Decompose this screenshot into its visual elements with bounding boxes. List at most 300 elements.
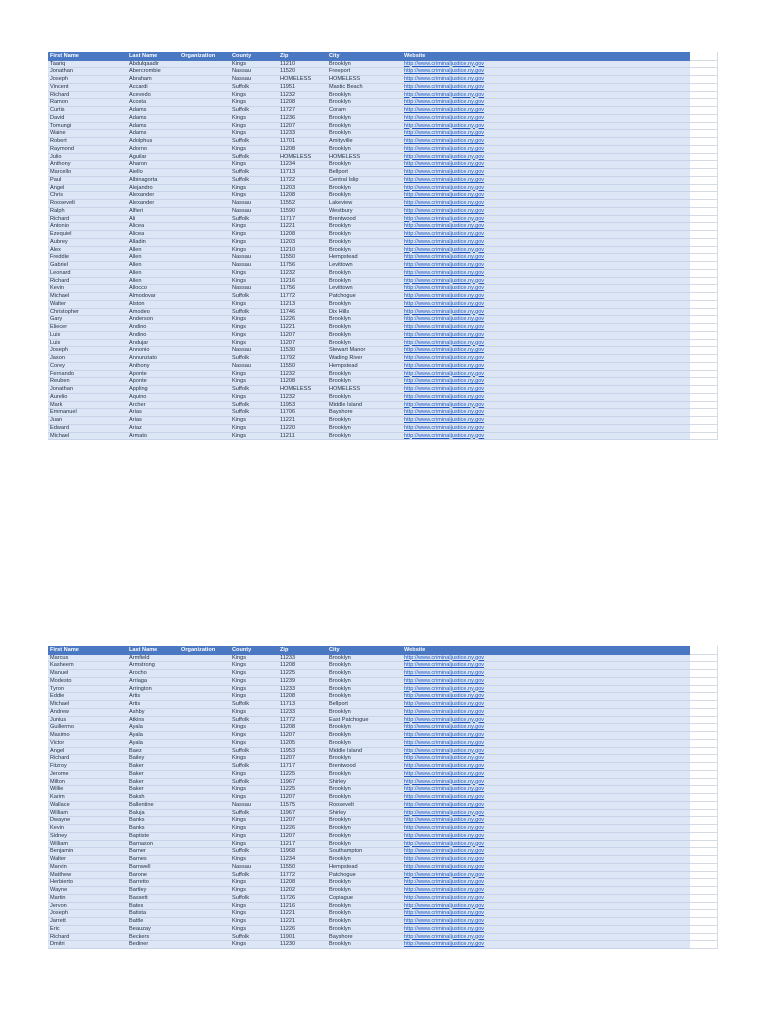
cell-website[interactable]: http://www.criminaljustice.ny.gov [404,91,485,98]
cell-last-name: Alfieri [129,207,143,214]
empty-cell [690,394,718,402]
cell-first-name: Reuben [50,378,70,385]
cell-website[interactable]: http://www.criminaljustice.ny.gov [404,817,485,824]
cell-last-name: Adams [129,122,147,129]
column-header-website: Website [404,647,426,653]
cell-first-name: Luis [50,331,61,338]
empty-cell [690,402,718,410]
cell-last-name: Adams [129,114,147,121]
cell-website[interactable]: http://www.criminaljustice.ny.gov [404,863,485,870]
table-row [48,92,690,100]
cell-zip: 11226 [280,825,296,831]
cell-website[interactable]: http://www.criminaljustice.ny.gov [404,918,485,924]
cell-website[interactable]: http://www.criminaljustice.ny.gov [404,238,485,245]
cell-website[interactable]: http://www.criminaljustice.ny.gov [404,254,485,261]
cell-city: Brooklyn [329,339,351,346]
empty-cell [690,169,718,177]
cell-website[interactable]: http://www.criminaljustice.ny.gov [404,223,485,230]
cell-zip: 11756 [280,262,296,268]
cell-website[interactable]: http://www.criminaljustice.ny.gov [404,114,485,121]
cell-zip: 11221 [280,918,296,924]
cell-city: Brooklyn [329,825,351,831]
empty-cell [690,61,718,69]
table-row [48,686,690,694]
cell-website[interactable]: http://www.criminaljustice.ny.gov [404,770,485,777]
cell-zip: 11207 [280,331,296,338]
cell-zip: 11221 [280,324,296,330]
cell-website[interactable]: http://www.criminaljustice.ny.gov [404,856,485,862]
cell-first-name: Sidney [50,832,68,839]
cell-last-name: Beauzay [129,925,151,932]
cell-last-name: Allen [129,262,142,268]
cell-website[interactable]: http://www.criminaljustice.ny.gov [404,832,485,839]
cell-zip: 11208 [280,879,296,886]
cell-website[interactable]: http://www.criminaljustice.ny.gov [404,871,485,878]
cell-website[interactable]: http://www.criminaljustice.ny.gov [404,277,485,284]
cell-county: Kings [232,300,246,307]
cell-city: Brooklyn [329,192,351,199]
cell-website[interactable]: http://www.criminaljustice.ny.gov [404,200,485,206]
cell-last-name: Aponte [129,378,147,385]
cell-website[interactable]: http://www.criminaljustice.ny.gov [404,153,485,160]
cell-zip: 11216 [280,902,296,909]
cell-first-name: Corey [50,362,65,369]
cell-zip: 11225 [280,770,296,777]
cell-city: Hempstead [329,362,358,369]
cell-zip: 11207 [280,339,296,346]
cell-website[interactable]: http://www.criminaljustice.ny.gov [404,941,485,948]
cell-city: Brooklyn [329,879,351,886]
cell-last-name: Bediner [129,941,149,948]
cell-city: Amityville [329,138,353,144]
cell-last-name: Banks [129,825,145,831]
cell-last-name: Aquino [129,393,147,400]
cell-zip: 11951 [280,83,296,90]
cell-website[interactable]: http://www.criminaljustice.ny.gov [404,324,485,330]
cell-county: Suffolk [232,138,249,144]
cell-zip: 11213 [280,300,296,307]
cell-last-name: Alexander [129,192,155,199]
cell-zip: 11203 [280,238,296,245]
cell-website[interactable]: http://www.criminaljustice.ny.gov [404,262,485,268]
cell-zip: 11207 [280,794,296,800]
cell-first-name: Willie [50,786,64,793]
cell-website[interactable]: http://www.criminaljustice.ny.gov [404,347,485,354]
roster-table-2 [48,646,690,949]
cell-website[interactable]: http://www.criminaljustice.ny.gov [404,894,485,901]
cell-zip: 11772 [280,293,296,299]
cell-city: Brooklyn [329,739,351,746]
table-row [48,662,690,670]
cell-city: Brooklyn [329,277,351,284]
cell-website[interactable]: http://www.criminaljustice.ny.gov [404,825,485,831]
cell-first-name: Gabriel [50,262,69,268]
cell-zip: 11232 [280,370,296,377]
cell-website[interactable]: http://www.criminaljustice.ny.gov [404,739,485,746]
cell-zip: 11203 [280,184,296,191]
cell-last-name: Banks [129,817,145,824]
table-row [48,817,690,825]
cell-website[interactable]: http://www.criminaljustice.ny.gov [404,393,485,400]
cell-first-name: Marvin [50,863,67,870]
empty-cell [690,748,718,756]
cell-first-name: Michael [50,432,70,439]
cell-website[interactable]: http://www.criminaljustice.ny.gov [404,409,485,416]
cell-county: Kings [232,122,246,129]
cell-first-name: Michael [50,293,70,299]
empty-cell [690,709,718,717]
cell-county: Nassau [232,207,251,214]
cell-website[interactable]: http://www.criminaljustice.ny.gov [404,192,485,199]
cell-first-name: Leonard [50,269,71,276]
cell-website[interactable]: http://www.criminaljustice.ny.gov [404,99,485,106]
cell-zip: 11232 [280,91,296,98]
cell-last-name: Baker [129,770,144,777]
cell-county: Kings [232,732,246,738]
cell-last-name: Arias [129,409,142,416]
cell-first-name: Jonathan [50,68,74,75]
cell-city: Copiague [329,894,353,901]
cell-website[interactable]: http://www.criminaljustice.ny.gov [404,887,485,893]
cell-first-name: Milton [50,778,65,785]
cell-county: Kings [232,654,246,661]
cell-website[interactable]: http://www.criminaljustice.ny.gov [404,910,485,917]
cell-last-name: Alladin [129,238,146,245]
cell-website[interactable]: http://www.criminaljustice.ny.gov [404,662,485,669]
cell-county: Kings [232,114,246,121]
cell-website[interactable]: http://www.criminaljustice.ny.gov [404,138,485,144]
empty-cell [690,934,718,942]
cell-website[interactable]: http://www.criminaljustice.ny.gov [404,732,485,738]
cell-first-name: Jason [50,355,65,361]
table-row [48,409,690,417]
cell-zip: 11901 [280,933,296,940]
cell-first-name: Christopher [50,308,79,315]
cell-first-name: Junius [50,716,67,723]
cell-county: Kings [232,708,246,715]
empty-cell [690,810,718,818]
table-row [48,247,690,255]
empty-cell [690,918,718,926]
cell-last-name: Alejandro [129,184,153,191]
cell-first-name: Marcus [50,654,69,661]
cell-website[interactable]: http://www.criminaljustice.ny.gov [404,677,485,684]
cell-zip: 11207 [280,122,296,129]
cell-website[interactable]: http://www.criminaljustice.ny.gov [404,670,485,676]
cell-website[interactable]: http://www.criminaljustice.ny.gov [404,355,485,361]
cell-zip: 11550 [280,362,296,369]
table-row [48,223,690,231]
table-row [48,926,690,934]
cell-first-name: Juan [50,417,63,423]
cell-zip: 11713 [280,701,296,707]
empty-cell [690,355,718,363]
cell-website[interactable]: http://www.criminaljustice.ny.gov [404,755,485,762]
cell-county: Kings [232,424,246,431]
cell-zip: 11233 [280,685,296,692]
cell-city: Brooklyn [329,786,351,793]
cell-zip: 11207 [280,755,296,762]
cell-county: Kings [232,269,246,276]
cell-county: Kings [232,856,246,862]
cell-county: Kings [232,378,246,385]
cell-last-name: Beckers [129,933,150,940]
cell-last-name: Barnason [129,840,153,847]
cell-website[interactable]: http://www.criminaljustice.ny.gov [404,293,485,299]
table-row [48,262,690,270]
cell-website[interactable]: http://www.criminaljustice.ny.gov [404,130,485,137]
table-row [48,841,690,849]
cell-first-name: Guillermo [50,724,74,731]
cell-county: Kings [232,339,246,346]
cell-website[interactable]: http://www.criminaljustice.ny.gov [404,386,485,392]
cell-city: Bayshore [329,409,353,416]
cell-city: Brooklyn [329,238,351,245]
cell-zip: 11713 [280,169,296,175]
cell-county: Kings [232,99,246,106]
cell-website[interactable]: http://www.criminaljustice.ny.gov [404,417,485,423]
cell-county: Kings [232,755,246,762]
table-row [48,724,690,732]
cell-website[interactable]: http://www.criminaljustice.ny.gov [404,308,485,315]
table-row [48,123,690,131]
empty-cell [690,115,718,123]
cell-website[interactable]: http://www.criminaljustice.ny.gov [404,370,485,377]
cell-last-name: Abdulqaadir [129,60,159,67]
cell-website[interactable]: http://www.criminaljustice.ny.gov [404,269,485,276]
cell-website[interactable]: http://www.criminaljustice.ny.gov [404,786,485,793]
table-row [48,872,690,880]
cell-last-name: Andujar [129,339,149,346]
table-row [48,394,690,402]
cell-website[interactable]: http://www.criminaljustice.ny.gov [404,60,485,67]
empty-cell [690,262,718,270]
cell-website[interactable]: http://www.criminaljustice.ny.gov [404,215,485,222]
cell-website[interactable]: http://www.criminaljustice.ny.gov [404,925,485,932]
roster-table-1 [48,52,690,440]
cell-last-name: Abercrombie [129,68,161,75]
table-row [48,208,690,216]
cell-city: Middle Island [329,747,362,754]
cell-website[interactable]: http://www.criminaljustice.ny.gov [404,76,485,82]
cell-first-name: Herbierto [50,879,74,886]
cell-zip: 11233 [280,130,296,137]
cell-first-name: Alex [50,246,61,253]
cell-city: Brentwood [329,215,356,222]
cell-website[interactable]: http://www.criminaljustice.ny.gov [404,902,485,909]
empty-cell [690,724,718,732]
cell-city: Brooklyn [329,724,351,731]
table-row [48,254,690,262]
cell-website[interactable]: http://www.criminaljustice.ny.gov [404,879,485,886]
cell-county: Kings [232,417,246,423]
cell-zip: 11221 [280,910,296,917]
cell-zip: 11210 [280,246,296,253]
table-row [48,879,690,887]
cell-last-name: Andino [129,331,147,338]
cell-zip: 11520 [280,68,296,75]
empty-cell [690,755,718,763]
cell-website[interactable]: http://www.criminaljustice.ny.gov [404,83,485,90]
cell-first-name: Richard [50,755,70,762]
cell-first-name: Modesto [50,677,72,684]
cell-first-name: Eric [50,925,60,932]
cell-first-name: Ezequiel [50,231,72,237]
cell-city: Brooklyn [329,654,351,661]
cell-website[interactable]: http://www.criminaljustice.ny.gov [404,801,485,808]
table-row [48,192,690,200]
cell-website[interactable]: http://www.criminaljustice.ny.gov [404,231,485,237]
cell-website[interactable]: http://www.criminaljustice.ny.gov [404,401,485,408]
empty-cell [690,347,718,355]
cell-county: Nassau [232,362,251,369]
cell-website[interactable]: http://www.criminaljustice.ny.gov [404,107,485,113]
cell-first-name: Jarrett [50,918,66,924]
cell-city: Brooklyn [329,269,351,276]
cell-city: Brooklyn [329,685,351,692]
empty-cell [690,409,718,417]
cell-last-name: Battle [129,918,144,924]
cell-website[interactable]: http://www.criminaljustice.ny.gov [404,701,485,707]
cell-last-name: Barretto [129,879,149,886]
table-row [48,61,690,69]
cell-website[interactable]: http://www.criminaljustice.ny.gov [404,685,485,692]
cell-website[interactable]: http://www.criminaljustice.ny.gov [404,285,485,292]
cell-first-name: Ramon [50,99,69,106]
empty-cell [690,99,718,107]
empty-cell [690,301,718,309]
cell-website[interactable]: http://www.criminaljustice.ny.gov [404,840,485,847]
cell-website[interactable]: http://www.criminaljustice.ny.gov [404,145,485,152]
cell-website[interactable]: http://www.criminaljustice.ny.gov [404,68,485,75]
cell-county: Kings [232,739,246,746]
cell-county: Suffolk [232,386,249,392]
table-row [48,340,690,348]
table-row [48,918,690,926]
empty-cell [690,386,718,394]
cell-first-name: Kasheem [50,662,74,669]
empty-cell [690,185,718,193]
cell-website[interactable]: http://www.criminaljustice.ny.gov [404,378,485,385]
table-row [48,670,690,678]
cell-website[interactable]: http://www.criminaljustice.ny.gov [404,316,485,323]
cell-first-name: Angel [50,747,65,754]
cell-county: Kings [232,316,246,323]
cell-website[interactable]: http://www.criminaljustice.ny.gov [404,362,485,369]
cell-zip: HOMELESS [280,153,312,160]
table-row [48,185,690,193]
cell-website[interactable]: http://www.criminaljustice.ny.gov [404,809,485,816]
cell-last-name: Armato [129,432,148,439]
cell-website[interactable]: http://www.criminaljustice.ny.gov [404,184,485,191]
cell-first-name: Wayne [50,887,68,893]
cell-county: Kings [232,918,246,924]
cell-last-name: Allocco [129,285,148,292]
cell-website[interactable]: http://www.criminaljustice.ny.gov [404,848,485,855]
empty-cell [690,270,718,278]
cell-website[interactable]: http://www.criminaljustice.ny.gov [404,339,485,346]
cell-city: Brooklyn [329,794,351,800]
cell-website[interactable]: http://www.criminaljustice.ny.gov [404,176,485,183]
cell-website[interactable]: http://www.criminaljustice.ny.gov [404,716,485,723]
cell-zip: 11208 [280,192,296,199]
cell-county: Kings [232,60,246,67]
column-header-county: County [232,647,252,653]
empty-cell [690,138,718,146]
cell-city: Shirley [329,778,347,785]
cell-last-name: Baker [129,786,144,793]
column-header-organization: Organization [181,53,216,59]
cell-website[interactable]: http://www.criminaljustice.ny.gov [404,933,485,940]
cell-website[interactable]: http://www.criminaljustice.ny.gov [404,161,485,168]
cell-website[interactable]: http://www.criminaljustice.ny.gov [404,207,485,214]
empty-cell [690,848,718,856]
cell-first-name: Fitzroy [50,763,67,769]
cell-website[interactable]: http://www.criminaljustice.ny.gov [404,331,485,338]
cell-website[interactable]: http://www.criminaljustice.ny.gov [404,432,485,439]
cell-last-name: Annunziato [129,355,157,361]
empty-cell [690,154,718,162]
cell-website[interactable]: http://www.criminaljustice.ny.gov [404,724,485,731]
cell-zip: 11221 [280,417,296,423]
cell-city: Levittown [329,285,353,292]
cell-zip: 11226 [280,316,296,323]
cell-city: Wading River [329,355,363,361]
column-header-county: County [232,53,252,59]
cell-website[interactable]: http://www.criminaljustice.ny.gov [404,169,485,175]
cell-last-name: Aponte [129,370,147,377]
cell-website[interactable]: http://www.criminaljustice.ny.gov [404,246,485,253]
cell-city: East Patchogue [329,716,369,723]
cell-website[interactable]: http://www.criminaljustice.ny.gov [404,747,485,754]
cell-website[interactable]: http://www.criminaljustice.ny.gov [404,654,485,661]
empty-column-2 [690,646,718,949]
cell-first-name: Jervon [50,902,67,909]
cell-city: Lakeview [329,200,353,206]
table-row [48,386,690,394]
cell-first-name: Richard [50,215,70,222]
cell-website[interactable]: http://www.criminaljustice.ny.gov [404,763,485,769]
cell-last-name: Acevedo [129,91,151,98]
cell-city: Brooklyn [329,161,351,168]
cell-website[interactable]: http://www.criminaljustice.ny.gov [404,693,485,700]
table-row [48,216,690,224]
cell-website[interactable]: http://www.criminaljustice.ny.gov [404,778,485,785]
cell-website[interactable]: http://www.criminaljustice.ny.gov [404,424,485,431]
table-row [48,99,690,107]
cell-zip: 11234 [280,161,296,168]
cell-city: Brooklyn [329,145,351,152]
table-row [48,417,690,425]
table-row [48,115,690,123]
table-row [48,309,690,317]
cell-website[interactable]: http://www.criminaljustice.ny.gov [404,794,485,800]
cell-first-name: Aurelio [50,393,68,400]
cell-website[interactable]: http://www.criminaljustice.ny.gov [404,122,485,129]
column-header-city: City [329,647,340,653]
empty-cell [690,763,718,771]
cell-last-name: Anthony [129,362,150,369]
cell-first-name: Roosevelt [50,200,75,206]
table-row [48,425,690,433]
cell-last-name: Ayala [129,732,143,738]
cell-first-name: Joseph [50,347,69,354]
cell-county: Kings [232,941,246,948]
cell-website[interactable]: http://www.criminaljustice.ny.gov [404,300,485,307]
cell-website[interactable]: http://www.criminaljustice.ny.gov [404,708,485,715]
cell-zip: 11217 [280,840,296,847]
cell-zip: 11706 [280,409,296,416]
